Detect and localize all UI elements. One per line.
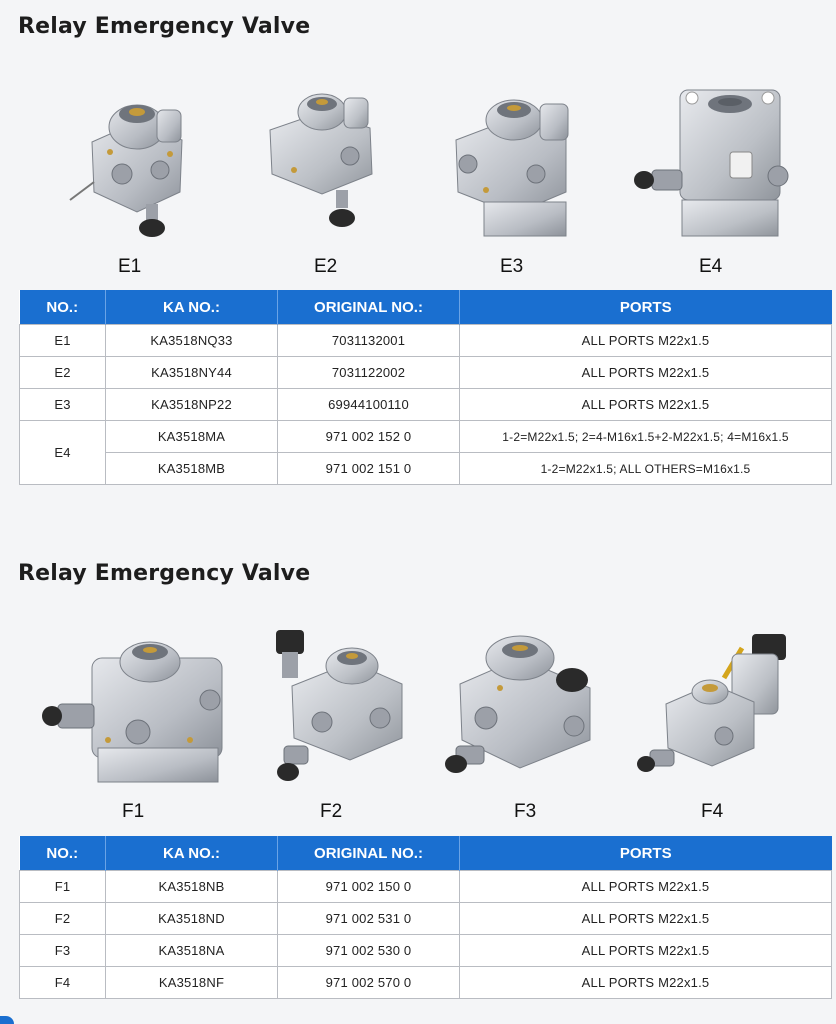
cell-original-no: 69944100110 [278, 389, 460, 421]
cell-original-no: 7031122002 [278, 357, 460, 389]
cell-ports: ALL PORTS M22x1.5 [460, 871, 832, 903]
section-e-table [19, 290, 832, 485]
header-ka-no: KA NO.: [106, 836, 278, 871]
table-row [20, 421, 832, 453]
cell-original-no: 7031132001 [278, 325, 460, 357]
cell-no: E4 [20, 421, 106, 485]
relay-valve-icon [630, 82, 800, 242]
product-e1-label: E1 [118, 256, 142, 277]
product-e4-label: E4 [699, 256, 723, 277]
header-no: NO.: [20, 836, 106, 871]
cell-original-no: 971 002 530 0 [278, 935, 460, 967]
cell-ka-no: KA3518NY44 [106, 357, 278, 389]
relay-valve-icon [40, 628, 230, 788]
product-f2-label: F2 [320, 801, 343, 822]
product-e3-image [446, 82, 586, 242]
cell-ports: ALL PORTS M22x1.5 [460, 325, 832, 357]
product-f1-image [40, 628, 230, 788]
relay-valve-icon [262, 82, 392, 242]
table-row [20, 935, 832, 967]
section-e-title: Relay Emergency Valve [18, 14, 311, 39]
cell-ports: ALL PORTS M22x1.5 [460, 357, 832, 389]
product-e3-label: E3 [500, 256, 524, 277]
cell-ka-no: KA3518NB [106, 871, 278, 903]
header-no: NO.: [20, 290, 106, 325]
table-header-row [20, 290, 832, 325]
cell-no: E3 [20, 389, 106, 421]
product-f4-image [636, 624, 796, 789]
cell-ports: ALL PORTS M22x1.5 [460, 967, 832, 999]
header-ka-no: KA NO.: [106, 290, 278, 325]
section-f-images [0, 618, 836, 822]
relay-valve-icon [440, 628, 610, 788]
product-e4-image [630, 82, 800, 242]
product-e1-image [62, 82, 212, 242]
relay-valve-icon [446, 82, 586, 242]
table-row [20, 325, 832, 357]
header-ports: PORTS [460, 290, 832, 325]
table-header-row [20, 836, 832, 871]
table-row [20, 903, 832, 935]
cell-no: F3 [20, 935, 106, 967]
table-row [20, 967, 832, 999]
cell-no: F2 [20, 903, 106, 935]
cell-original-no: 971 002 152 0 [278, 421, 460, 453]
relay-valve-icon [62, 82, 212, 242]
product-e2-image [262, 82, 392, 242]
section-f-table [19, 836, 832, 999]
cell-no: F1 [20, 871, 106, 903]
cell-ports: 1-2=M22x1.5; ALL OTHERS=M16x1.5 [460, 453, 832, 485]
relay-valve-icon [262, 626, 422, 786]
table-row [20, 389, 832, 421]
cell-original-no: 971 002 570 0 [278, 967, 460, 999]
cell-ka-no: KA3518NA [106, 935, 278, 967]
cell-ka-no: KA3518MA [106, 421, 278, 453]
cell-no: E1 [20, 325, 106, 357]
cell-original-no: 971 002 150 0 [278, 871, 460, 903]
product-f3-image [440, 628, 610, 788]
cell-original-no: 971 002 151 0 [278, 453, 460, 485]
cell-ka-no: KA3518NF [106, 967, 278, 999]
product-f1-label: F1 [122, 801, 145, 822]
cell-ka-no: KA3518MB [106, 453, 278, 485]
cell-ka-no: KA3518ND [106, 903, 278, 935]
cell-ports: ALL PORTS M22x1.5 [460, 389, 832, 421]
cell-ka-no: KA3518NQ33 [106, 325, 278, 357]
product-f2-image [262, 626, 422, 786]
product-f4-label: F4 [701, 801, 724, 822]
cell-original-no: 971 002 531 0 [278, 903, 460, 935]
cell-ka-no: KA3518NP22 [106, 389, 278, 421]
cell-ports: 1-2=M22x1.5; 2=4-M16x1.5+2-M22x1.5; 4=M16x1.5 [460, 421, 832, 453]
header-original-no: ORIGINAL NO.: [278, 290, 460, 325]
table-row [20, 871, 832, 903]
product-e2-label: E2 [314, 256, 338, 277]
cell-no: E2 [20, 357, 106, 389]
section-f-title: Relay Emergency Valve [18, 561, 311, 586]
section-e-images [0, 70, 836, 277]
relay-valve-icon [636, 624, 796, 789]
corner-accent [0, 1016, 14, 1024]
cell-no: F4 [20, 967, 106, 999]
table-row [20, 357, 832, 389]
table-row [20, 453, 832, 485]
product-f3-label: F3 [514, 801, 537, 822]
header-ports: PORTS [460, 836, 832, 871]
header-original-no: ORIGINAL NO.: [278, 836, 460, 871]
cell-ports: ALL PORTS M22x1.5 [460, 903, 832, 935]
cell-ports: ALL PORTS M22x1.5 [460, 935, 832, 967]
